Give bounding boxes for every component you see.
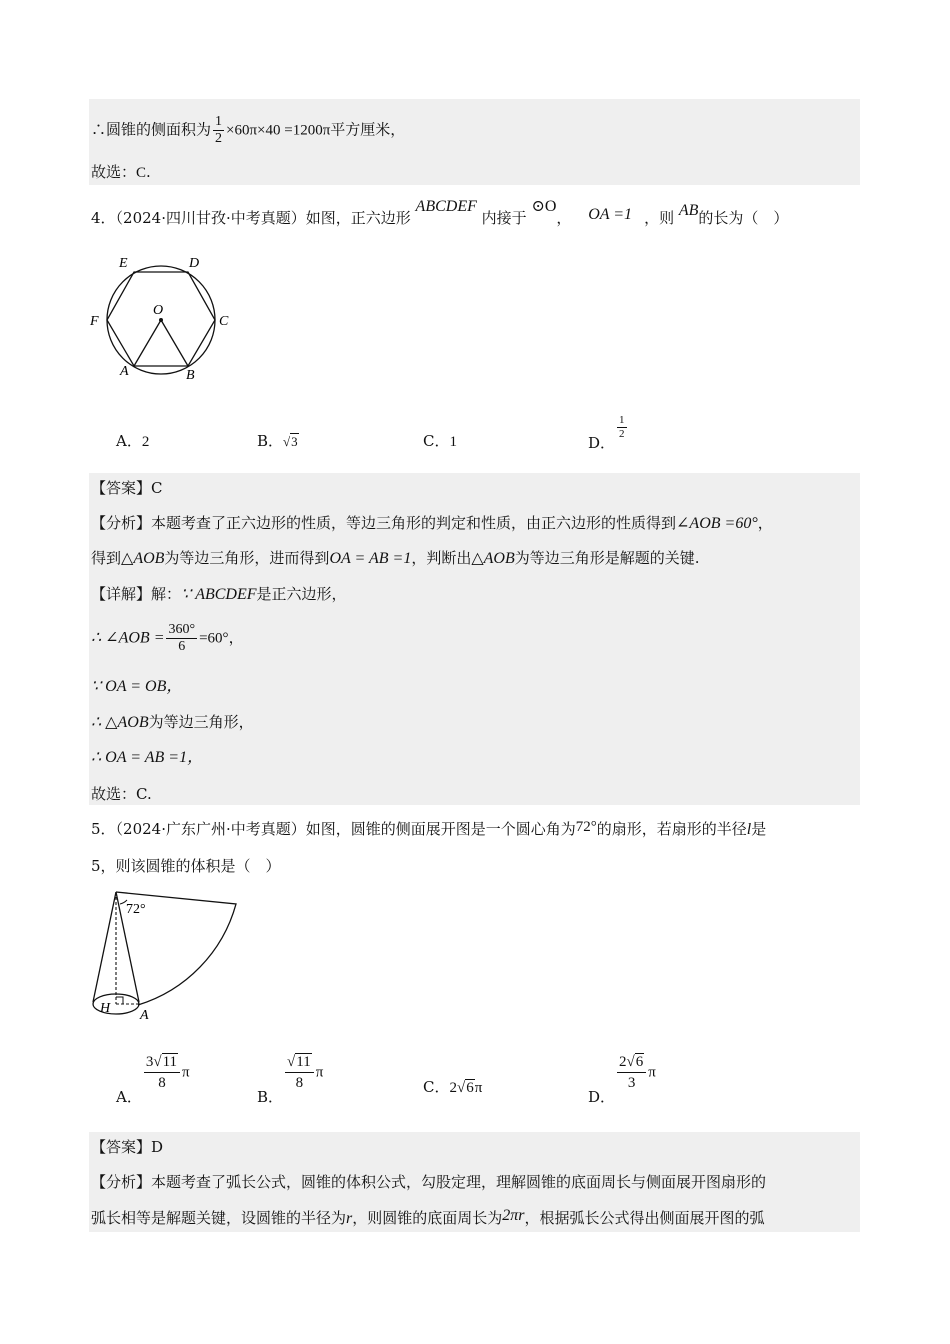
q5-analysis-2: 弧长相等是解题关键，设圆锥的半径为r，则圆锥的底面周长为2πr，根据弧长公式得出侧面展开图的弧 [91, 1207, 765, 1227]
q4-option-d[interactable]: D． $\frac{1}{2}$ [588, 414, 625, 452]
q5-analysis-1: 【分析】本题考查了弧长公式，圆锥的体积公式，勾股定理，理解圆锥的底面周长与侧面展开图扇形的 [91, 1173, 767, 1191]
q4-option-b[interactable]: B．√3 [257, 432, 298, 450]
question-4-stem: 4．（2024·四川甘孜·中考真题）如图，正六边形 ABCDEF 内接于 ⊙O， OA =1 ，则 AB的长为（ ） [91, 198, 789, 227]
q5-option-a[interactable]: A． $\frac{3√11}{8}$ π [116, 1054, 190, 1106]
q4-analysis-1: 【分析】本题考查了正六边形的性质，等边三角形的判定和性质，由正六边形的性质得到∠AOB =60°， [91, 514, 773, 532]
fraction-half: $\frac{1}{2}$ [215, 114, 223, 146]
question-5-stem-2: 5，则该圆锥的体积是（ ） [91, 857, 281, 875]
vertex-label-a: A [120, 364, 129, 379]
q5-option-c[interactable]: C．2√6π [423, 1078, 483, 1096]
vertex-label-e: E [119, 256, 128, 271]
angle-label: 72° [126, 902, 146, 917]
label-a: A [140, 1008, 149, 1023]
vertex-label-d: D [189, 256, 200, 271]
q4-option-a[interactable]: A．2 [116, 432, 150, 450]
question-5-stem-1: 5．（2024·广东广州·中考真题）如图，圆锥的侧面展开图是一个圆心角为72°的扇形，若扇形的半径l是 [91, 819, 767, 838]
vertex-label-b: B [186, 368, 195, 383]
cone-figure [86, 888, 246, 1023]
lateral-area-line: ∴圆锥的侧面积为 $\frac{1}{2}$ ×60π×40 =1200π平方厘米， [91, 114, 406, 146]
q4-detail-1: 【详解】解：∵ ABCDEF是正六边形， [91, 585, 347, 603]
vertex-label-c: C [219, 314, 229, 329]
q4-step-4: ∴ OA = AB =1， [91, 749, 204, 766]
label-h: H [100, 1001, 111, 1016]
q5-option-b[interactable]: B． $\frac{√11}{8}$ π [257, 1054, 324, 1106]
q4-step-1: ∴ ∠AOB = $\frac{360^\circ}{6}$ =60°， [91, 622, 244, 654]
q4-step-3: ∴ △AOB为等边三角形， [91, 713, 254, 731]
q4-option-c[interactable]: C．1 [423, 432, 457, 450]
q4-step-5: 故选：C. [91, 785, 152, 803]
q4-answer: 【答案】C [91, 479, 163, 497]
q4-step-2: ∵ OA = OB， [91, 678, 183, 695]
center-label-o: O [153, 303, 164, 318]
q4-analysis-2: 得到△AOB为等边三角形，进而得到OA = AB =1，判断出△AOB为等边三角形是解题的关键. [91, 549, 700, 567]
q5-answer: 【答案】D [91, 1138, 164, 1156]
hexagon-figure [86, 248, 246, 388]
choice-line-prev: 故选：C. [91, 163, 151, 181]
q5-option-d[interactable]: D． $\frac{2√6}{3}$ π [588, 1054, 656, 1106]
vertex-label-f: F [90, 314, 99, 329]
